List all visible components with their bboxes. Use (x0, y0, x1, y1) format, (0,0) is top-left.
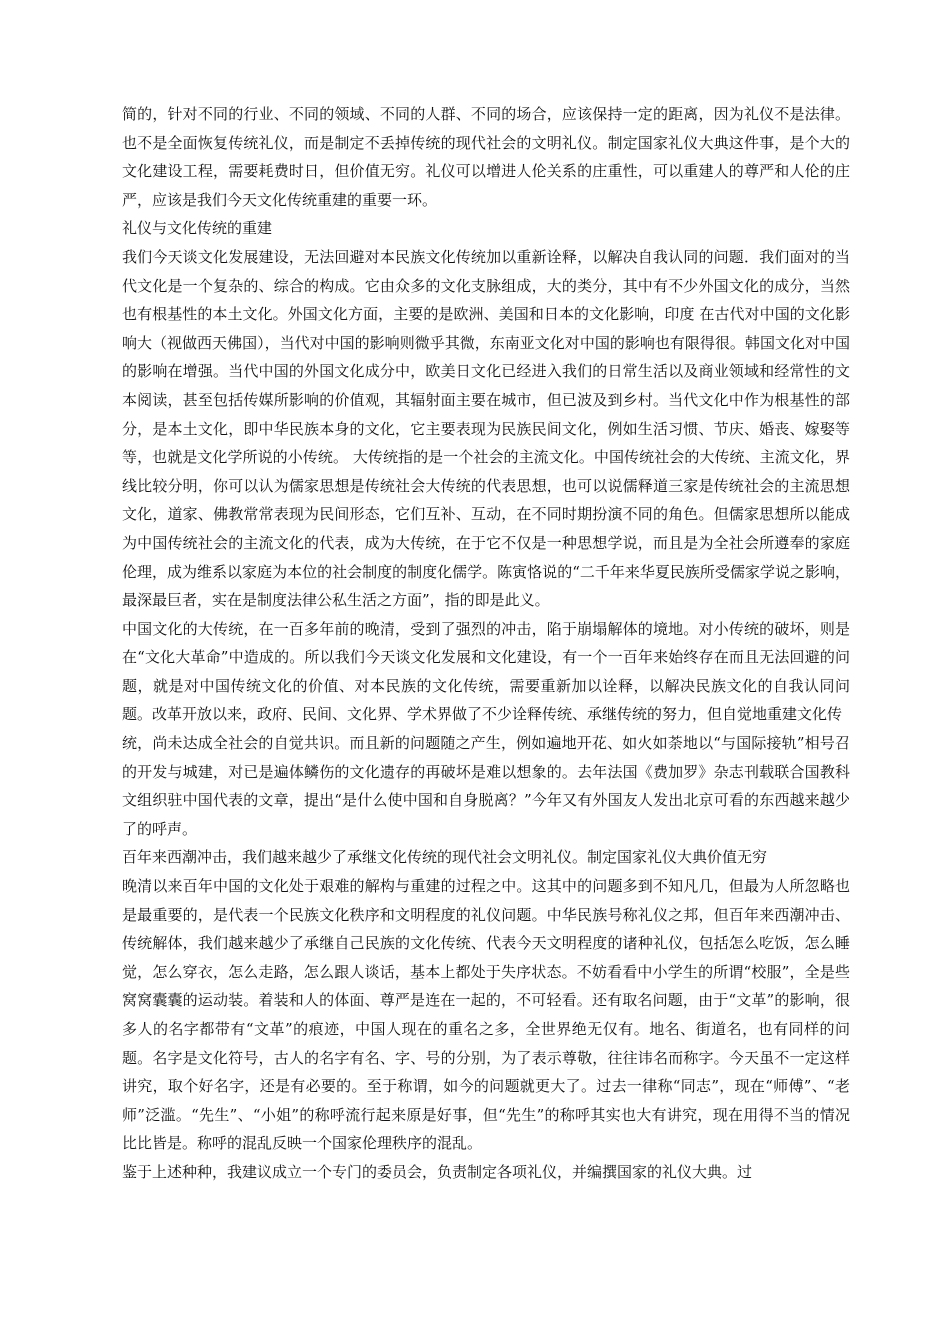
paragraph-committee-proposal: 鉴于上述种种，我建议成立一个专门的委员会，负责制定各项礼仪，并编撰国家的礼仪大典。过 (122, 1162, 753, 1181)
paragraph-self-awareness-consensus: 统，尚未达成全社会的自觉共识。而且新的问题随之产生，例如遍地开花、如火如荼地以“与国际接轨”相号召的开发与城建，对已是遍体鳞伤的文化遗存的再破坏是难以想象的。去年法国《费加罗》杂志刊载联合国教科文组织驻中国代表的文章，提出“是什么使中国和自身脱离？”今年又有外国友人发出北京可看的东西越来越少了的呼声。 (122, 734, 850, 838)
paragraph-etiquette-problems: 晚清以来百年中国的文化处于艰难的解构与重建的过程之中。这其中的问题多到不知凡几，但最为人所忽略也是最重要的，是代表一个民族文化秩序和文明程度的礼仪问题。中华民族号称礼仪之邦，但百年来西潮冲击、传统解体，我们越来越少了承继自己民族的文化传统、代表今天文明程度的诸种礼仪，包括怎么吃饭，怎么睡觉，怎么穿衣，怎么走路，怎么跟人谈话，基本上都处于失序状态。不妨看看中小学生的所谓“校服”，全是些窝窝囊囊的运动装。着装和人的体面、尊严是连在一起的，不可轻看。还有取名问题，由于“文革”的影响，很多人的名字都带有“文革”的痕迹，中国人现在的重名之多，全世界绝无仅有。地名、街道名，也有同样的问题。名字是文化符号，古人的名字有名、字、号的分别，为了表示尊敬，往往讳名而称字。今天虽不一定这样讲究，取个好名字，还是有必要的。至于称谓，如今的问题就更大了。过去一律称“同志”，现在“师傅”、“老师”泛滥。“先生”、“小姐”的称呼流行起来原是好事，但“先生”的称呼其实也大有讲究，现在用得不当的情况比比皆是。称呼的混乱反映一个国家伦理秩序的混乱。 (122, 877, 850, 1153)
document-page (122, 100, 850, 1187)
section-heading-western-impact: 百年来西潮冲击，我们越来越少了承继文化传统的现代社会文明礼仪。制定国家礼仪大典价值无穷 (122, 848, 768, 867)
paragraph-cultural-composition: 我们今天谈文化发展建设，无法回避对本民族文化传统加以重新诠释，以解决自我认同的问题．我们面对的当代文化是一个复杂的、综合的构成。它由众多的文化支脉组成，大的类分，其中有不少外国文化的成分，当然也有根基性的本土文化。外国文化方面，主要的是欧洲、美国和日本的文化影响，印度 在古代对中国的文化影响大（视做西天佛国），当代对中国的影响则微乎其微，东南亚文化对中国的影响也有限得很。韩国文化对中国的影响在增强。当代中国的外国文化成分中，欧美日文化已经进入我们的日常生活以及商业领域和经常性的文本阅读，甚至包括传媒所影响的价值观，其辐射面主要在城市，但已波及到乡村。当代文化中作为根基性的部分，是本土文化，即中华民族本身的文化，它主要表现为民族民间文化，例如生活习惯、节庆、婚丧、嫁娶等等，也就是文化学所说的小传统。 大传统指的是一个社会的主流文化。中国传统社会的大传统、主流文化，界线比较分明，你可以认为儒家思想是传统社会大传统的代表思想，也可以说儒释道三家是传统社会的主流思想文化，道家、佛教常常表现为民间形态，它们互补、互动，在不同时期扮演不同的角色。但儒家思想所以能成为中国传统社会的主流文化的代表，成为大传统，在于它不仅是一种思想学说，而且是为全社会所遵奉的家庭伦理，成为维系以家庭为本位的社会制度的制度化儒学。陈寅恪说的“二千年来华夏民族所受儒家学说之影响，最深最巨者，实在是制度法律公私生活之方面”，指的即是此义。 (122, 247, 850, 610)
paragraph-great-tradition-impact: 中国文化的大传统，在一百多年前的晚清，受到了强烈的冲击，陷于崩塌解体的境地。对小传统的破坏，则是在“文化大革命”中造成的。所以我们今天谈文化发展和文化建设，有一个一百年来始终存在而且无法回避的问题，就是对中国传统文化的价值、对本民族的文化传统，需要重新加以诠释，以解决民族文化的自我认同问题。改革开放以来，政府、民间、文化界、学术界做了不少诠释传统、承继传统的努力，但自觉地重建文化传 (122, 619, 850, 724)
section-heading-etiquette-and-tradition: 礼仪与文化传统的重建 (122, 219, 273, 238)
paragraph-etiquette-conclusion: 简的，针对不同的行业、不同的领域、不同的人群、不同的场合，应该保持一定的距离，因为礼仪不是法律。也不是全面恢复传统礼仪，而是制定不丢掉传统的现代社会的文明礼仪。制定国家礼仪大典这件事，是个大的文化建设工程，需要耗费时日，但价值无穷。礼仪可以增进人伦关系的庄重性，可以重建人的尊严和人伦的庄严，应该是我们今天文化传统重建的重要一环。 (122, 105, 850, 209)
